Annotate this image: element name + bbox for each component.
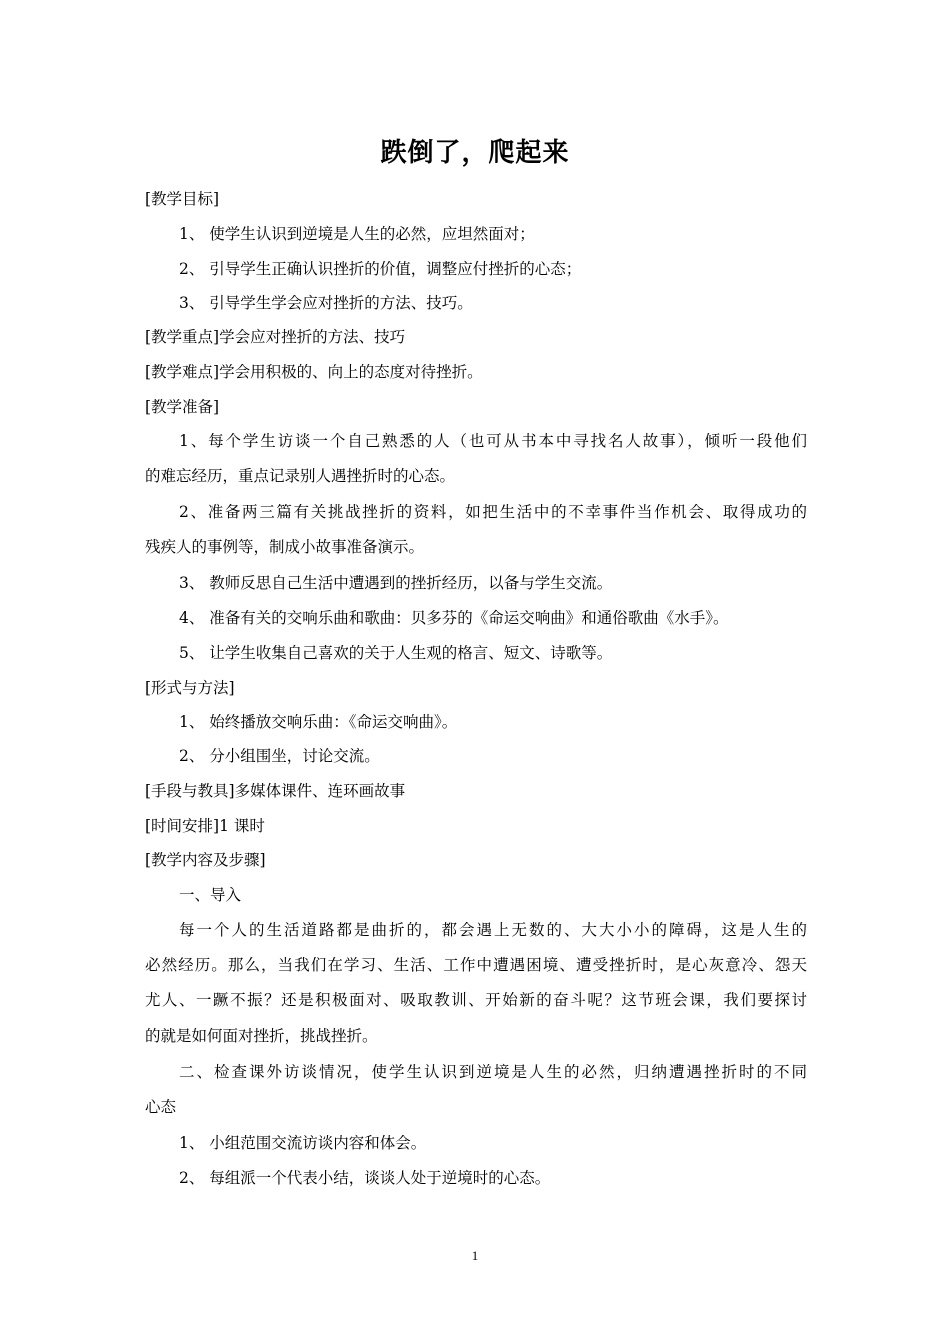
goal-item-2: 2、 引导学生正确认识挫折的价值，调整应付挫折的心态； [179, 260, 582, 278]
page-number: 1 [471, 1248, 479, 1263]
page-title: 跌倒了，爬起来 [380, 138, 570, 168]
goal-item-3: 3、 引导学生学会应对挫折的方法、技巧。 [179, 294, 473, 312]
intro-para-line-1: 每一个人的生活道路都是曲折的，都会遇上无数的、大大小小的障碍，这是人生的 [179, 921, 807, 939]
intro-para-line-2: 必然经历。那么，当我们在学习、生活、工作中遭遇困境、遭受挫折时，是心灰意冷、怨天 [145, 956, 807, 974]
section-1-heading: 一、导入 [179, 886, 242, 904]
prep-item-1-line-1: 1、每个学生访谈一个自己熟悉的人（也可从书本中寻找名人故事），倾听一段他们 [179, 432, 807, 450]
section-2-heading-line-2: 心态 [145, 1098, 177, 1116]
heading-form-method: [形式与方法] [145, 679, 235, 697]
section-2-item-2: 2、 每组派一个代表小结，谈谈人处于逆境时的心态。 [179, 1169, 551, 1187]
goal-item-1: 1、 使学生认识到逆境是人生的必然，应坦然面对； [179, 225, 535, 243]
prep-item-1-line-2: 的难忘经历，重点记录别人遇挫折时的心态。 [145, 467, 456, 485]
prep-item-3: 3、 教师反思自己生活中遭遇到的挫折经历，以备与学生交流。 [179, 574, 613, 592]
tools-line: [手段与教具]多媒体课件、连环画故事 [145, 782, 406, 800]
difficulty-line: [教学难点]学会用积极的、向上的态度对待挫折。 [145, 363, 483, 381]
heading-preparation: [教学准备] [145, 398, 220, 416]
method-item-2: 2、 分小组围坐，讨论交流。 [179, 747, 380, 765]
prep-item-2-line-1: 2、准备两三篇有关挑战挫折的资料，如把生活中的不幸事件当作机会、取得成功的 [179, 503, 807, 521]
section-2-item-1: 1、 小组范围交流访谈内容和体会。 [179, 1134, 427, 1152]
heading-content-steps: [教学内容及步骤] [145, 851, 266, 869]
key-point-line: [教学重点]学会应对挫折的方法、技巧 [145, 328, 406, 346]
method-item-1: 1、 始终播放交响乐曲：《命运交响曲》。 [179, 713, 458, 731]
prep-item-4: 4、 准备有关的交响乐曲和歌曲：贝多芬的《命运交响曲》和通俗歌曲《水手》。 [179, 609, 729, 627]
section-2-heading-line-1: 二、检查课外访谈情况，使学生认识到逆境是人生的必然，归纳遭遇挫折时的不同 [179, 1063, 807, 1081]
time-line: [时间安排]1 课时 [145, 817, 265, 835]
prep-item-5: 5、 让学生收集自己喜欢的关于人生观的格言、短文、诗歌等。 [179, 644, 613, 662]
heading-teaching-goals: [教学目标] [145, 190, 220, 208]
intro-para-line-4: 的就是如何面对挫折，挑战挫折。 [145, 1027, 378, 1045]
prep-item-2-line-2: 残疾人的事例等，制成小故事准备演示。 [145, 538, 425, 556]
intro-para-line-3: 尤人、一蹶不振？还是积极面对、吸取教训、开始新的奋斗呢？这节班会课，我们要探讨 [145, 991, 807, 1009]
